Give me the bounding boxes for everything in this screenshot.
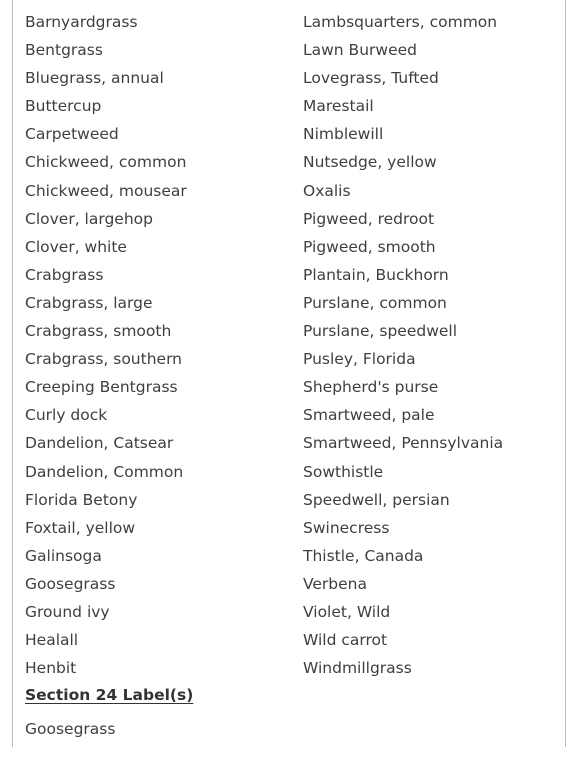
weed-list-item: Shepherd's purse: [303, 378, 439, 397]
weed-list-item: Pigweed, smooth: [303, 237, 436, 256]
weed-list-item: Creeping Bentgrass: [25, 378, 178, 397]
weed-list-item: Crabgrass, large: [25, 293, 153, 312]
right-border-line: [565, 0, 566, 747]
weed-list-item: Plantain, Buckhorn: [303, 265, 449, 284]
weed-list-item: Clover, white: [25, 237, 127, 256]
weed-list-item: Pusley, Florida: [303, 350, 416, 369]
weed-list-item: Bluegrass, annual: [25, 69, 164, 88]
weed-list-item: Purslane, speedwell: [303, 322, 458, 341]
weed-list-item: Sowthistle: [303, 462, 384, 481]
weed-list-item: Curly dock: [25, 406, 108, 425]
weed-list-item: Verbena: [303, 574, 368, 593]
weed-list-item: Buttercup: [25, 97, 102, 116]
weed-list-item: Purslane, common: [303, 293, 447, 312]
weed-list-item: Smartweed, Pennsylvania: [303, 434, 504, 453]
weed-list-item: Thistle, Canada: [303, 546, 424, 565]
weed-list-item: Healall: [25, 631, 79, 650]
weed-list-item: Dandelion, Catsear: [25, 434, 174, 453]
weed-list-item: Smartweed, pale: [303, 406, 435, 425]
weed-list-right-column: [303, 8, 563, 682]
weed-list-item: Foxtail, yellow: [25, 518, 136, 537]
weed-list-item: Goosegrass: [25, 574, 116, 593]
weed-list-item: Lawn Burweed: [303, 41, 417, 60]
weed-list-item: Pigweed, redroot: [303, 209, 435, 228]
weed-list-item: Speedwell, persian: [303, 490, 450, 509]
weed-list-item: Chickweed, common: [25, 153, 187, 172]
weed-list-item: Chickweed, mousear: [25, 181, 187, 200]
section-list-item: Goosegrass: [25, 720, 116, 738]
weed-list-item: Dandelion, Common: [25, 462, 184, 481]
weed-list-item: Carpetweed: [25, 125, 119, 144]
weed-list-item: Crabgrass: [25, 265, 104, 284]
weed-list-item: Florida Betony: [25, 490, 138, 509]
weed-list-item: Crabgrass, southern: [25, 350, 182, 369]
weed-list-item: Oxalis: [303, 181, 351, 200]
weed-list-item: Clover, largehop: [25, 209, 153, 228]
weed-list-item: Bentgrass: [25, 41, 103, 60]
section-heading: Section 24 Label(s): [25, 686, 194, 704]
left-border-line: [12, 0, 13, 747]
weed-list-item: Crabgrass, smooth: [25, 322, 172, 341]
weed-list-item: Windmillgrass: [303, 659, 412, 678]
weed-list-item: Henbit: [25, 659, 77, 678]
weed-list-item: Barnyardgrass: [25, 13, 138, 31]
weed-list-item: Swinecress: [303, 518, 390, 537]
weed-list-item: Marestail: [303, 97, 374, 116]
weed-list-item: Lovegrass, Tufted: [303, 69, 439, 88]
weed-list-item: Wild carrot: [303, 631, 388, 650]
weed-list-item: Violet, Wild: [303, 602, 391, 621]
weed-list-item: Galinsoga: [25, 546, 102, 565]
weed-list-item: Nutsedge, yellow: [303, 153, 437, 172]
weed-list-left-column: [25, 8, 295, 682]
weed-list-item: Ground ivy: [25, 602, 110, 621]
weed-list-item: Nimblewill: [303, 125, 384, 144]
weed-list-item: Lambsquarters, common: [303, 13, 498, 31]
